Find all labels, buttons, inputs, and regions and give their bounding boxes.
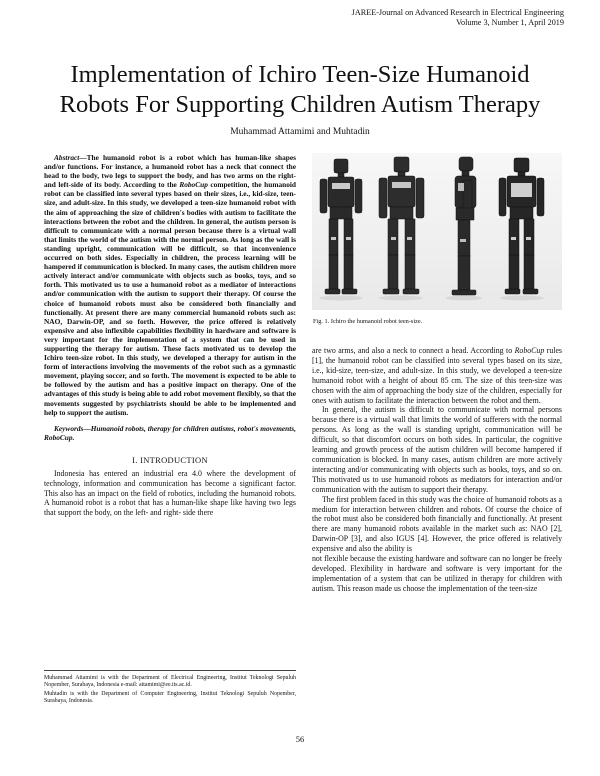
abstract-text-2: competition, the humanoid robot can be classified into several types based on their sizes, i.e., kid-size, teen-size, and adult-size. In this study, we developed a teen-size humanoid robot with the aim of approaching the size of children's bodies with autism to facilitate the interactions between the robot and the children. In general, the autism person is difficult to communicate with a normal person because there is a virtual wall that limits the world of the autism with the normal person. As long as the wall is standing upright, communication will be difficult, so that inconvenience occurred on both sides. Especially in children, the process learning will be hampered if communication is blocked. In many cases, the autism children more actively interact and/or communicate with objects such as books, toys, and so forth. This motivated us to use a humanoid robot as a mediator of interactions and/or communication with the autism to support their therapy. Of course the choice of humanoid robots must also be considered both financially and functionally. At present there are many commercial humanoid robots such as: NAO, Darwin-OP, and so forth. However, the price offered is relatively expensive and also inflexible capabilities flexibility in hardware and software is very important for the implementation of a system that can be used in supporting the therapy for autism. These facts motivated us to develop the Ichiro teen-size robot. In this study, we developed a therapy for autism in the form of interactions involving the movements of the robot such as a gymnastic movement, playing soccer, and so forth. The movement is expected to be able to be followed by the autism and has a positive impact on therapy. One of the advantages of this study is being able to add robot movement flexibly, so that the movements suggested by psychiatrists should be able to be implemented and help to support the autism.: [44, 180, 296, 417]
figure-caption: Fig. 1. Ichiro the humanoid robot teen-size.: [313, 318, 423, 325]
right-paragraph-2: In general, the autism is difficult to communicate with normal persons because there is a virtual wall that limits the world of sufferers with the normal persons. As long as the wall is standing upright, communication will be difficult, so that discomfort occurs on both sides. In particular, the cognitive learning and growth process of the autism children will become hampered if communication is blocked. In many cases, autism children are more actively interacting and/or communicating with objects such as books, toys, and so on. This motivated us to use humanoid robots as mediators for interaction and/or communication with the autism to support their therapy.: [312, 405, 562, 494]
footnote-1: Muhammad Attamimi is with the Department of Electrical Engineering, Institut Teknologi Sepuluh Nopember, Surabaya, Indonesia e-mail: attamimi@ee.its.ac.id.: [44, 675, 296, 689]
page-number: 56: [295, 734, 305, 744]
intro-paragraph: Indonesia has entered an industrial era 4.0 where the development of technology, information and communication has become a significant factor. This also has an impact on the field of robotics, including the humanoid robots. A humanoid robot is a robot that has a human-like shape like having two legs that support the body, on the left- and right- side there: [44, 468, 296, 518]
journal-header: [352, 8, 564, 28]
right-p1-b: rules [1], the humanoid robot can be classified into several types based on its size, i.e., kid-size, teen-size, and adult-size. In this study, we developed a teen-size humanoid robot with a height of about 85 cm. The size of this teen-size was chosen with the aim of approaching the body size of the children, especially for ones with autism to facilitate the interaction between the robot and them.: [312, 346, 562, 405]
abstract: [44, 153, 296, 417]
right-column: [312, 153, 562, 594]
abstract-italic: RoboCup: [179, 180, 208, 190]
right-paragraph-4: not flexible because the existing hardware and software can no longer be freely developed. Flexibility in hardware and software is very important for the implementation of a system that can be utilized in therapy for children with autism. This reason made us choose the implementation of the teen-size: [312, 554, 562, 593]
right-paragraph-1: [312, 346, 562, 405]
journal-issue: Volume 3, Number 1, April 2019: [456, 18, 564, 27]
paper-title: Implementation of Ichiro Teen-Size Humanoid Robots For Supporting Children Autism Therapy: [59, 61, 541, 118]
robot-photo: [312, 153, 562, 310]
right-p1-a: are two arms, and also a neck to connect a head. According to: [312, 346, 515, 355]
footnotes: [44, 670, 296, 706]
section-heading: I. INTRODUCTION: [132, 454, 208, 465]
keywords: Keywords—Humanoid robots, therapy for children autisms, robot's movements, RoboCup.: [44, 423, 296, 442]
abstract-label: Abstract: [54, 153, 80, 162]
footnote-2: Muhtadin is with the Department of Computer Engineering, Institut Teknologi Sepuluh Nopember, Surabaya, Indonesia.: [44, 690, 296, 704]
left-column: [44, 153, 296, 518]
journal-name: JAREE-Journal on Advanced Research in Electrical Engineering: [351, 8, 564, 17]
right-p1-italic: RoboCup: [514, 346, 545, 355]
abstract-text-1: —The humanoid robot is a robot which has human-like shapes and/or functions. For instance, a humanoid robot has a neck that connect the head to the body, two legs to support the body, and has two arms on the right- and left-side of its body. According to the: [44, 153, 296, 190]
right-paragraph-3: The first problem faced in this study was the choice of humanoid robots as a medium for interaction between children and robots. Of course the choice of the robot must also be considered both financially and functionally. At present there are many humanoid robots available in the market such as: NAO [2], Darwin-OP [3], and also IGUS [4]. However, the price offered is relatively expensive and also the ability is: [312, 494, 562, 554]
authors: Muhammad Attamimi and Muhtadin: [230, 127, 370, 137]
figure-robots: [312, 153, 562, 310]
right-text: [312, 346, 562, 594]
